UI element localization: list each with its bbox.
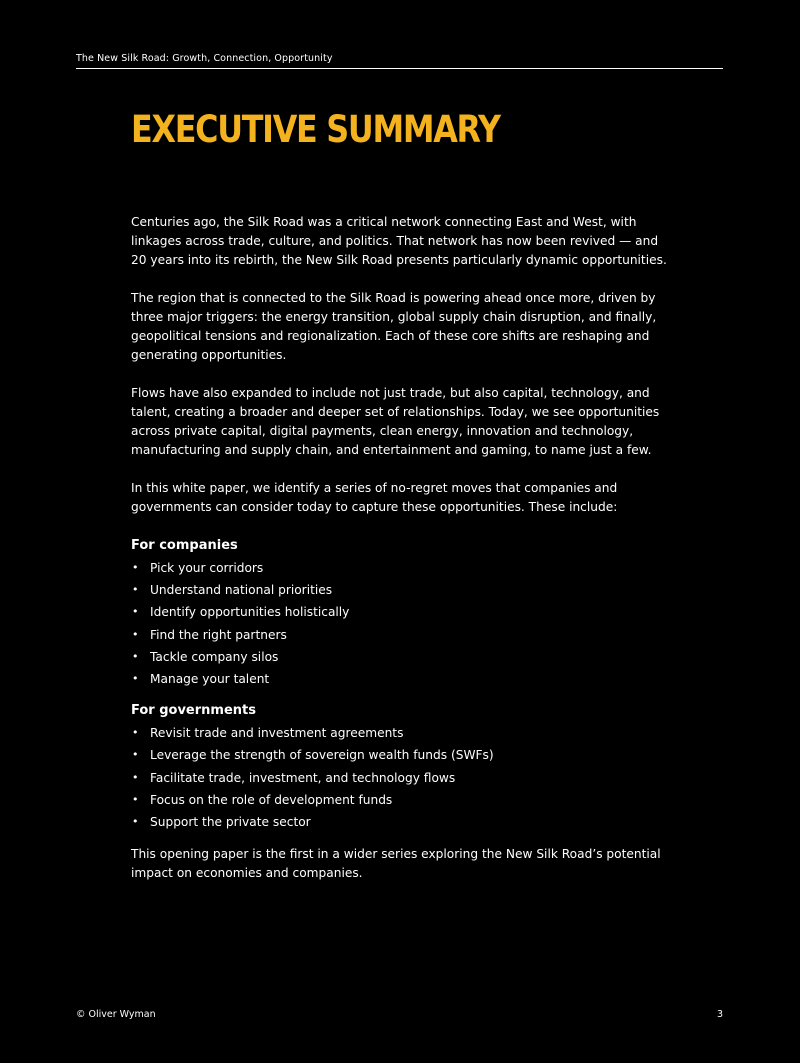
header-divider [76, 68, 723, 69]
list-item: • Facilitate trade, investment, and technology flows [131, 767, 676, 789]
list-item: • Manage your talent [131, 668, 676, 690]
list-item: • Focus on the role of development funds [131, 789, 676, 811]
list-item: • Leverage the strength of sovereign wealth funds (SWFs) [131, 744, 676, 766]
footer-copyright: © Oliver Wyman [76, 1009, 156, 1020]
list-item: • Understand national priorities [131, 579, 676, 601]
companies-heading: For companies [131, 538, 238, 553]
list-item: • Find the right partners [131, 624, 676, 646]
body-content [131, 213, 676, 902]
page-title: EXECUTIVE SUMMARY [131, 108, 500, 151]
list-item: • Revisit trade and investment agreements [131, 722, 676, 744]
governments-list [131, 722, 676, 833]
closing-paragraph: This opening paper is the first in a wider series exploring the New Silk Road’s potential impact on economies and companies. [131, 847, 661, 881]
list-item: • Support the private sector [131, 811, 676, 833]
list-item: • Identify opportunities holistically [131, 601, 676, 623]
flows-paragraph: Flows have also expanded to include not just trade, but also capital, technology, and talent, creating a broader and deeper set of relationships. Today, we see opportunities across private capital, digital payments, clean energy, innovation and technology, manufacturing and supply chain, and entertainment and gaming, to name just a few. [131, 386, 660, 457]
page-number: 3 [716, 1009, 723, 1020]
governments-heading: For governments [131, 703, 256, 719]
running-header: The New Silk Road: Growth, Connection, Opportunity [76, 53, 333, 64]
moves-paragraph: In this white paper, we identify a series of no-regret moves that companies and governments can consider today to capture these opportunities. These include: [131, 481, 618, 514]
intro-paragraph: Centuries ago, the Silk Road was a critical network connecting East and West, with linkages across trade, culture, and politics. That network has now been revived — and 20 years into its rebirth, the New Silk Road presents particularly dynamic opportunities. [131, 215, 667, 267]
triggers-paragraph: The region that is connected to the Silk Road is powering ahead once more, driven by three major triggers: the energy transition, global supply chain disruption, and finally, geopolitical tensions and regionalization. Each of these core shifts are reshaping and generating opportunities. [131, 291, 657, 362]
list-item: • Pick your corridors [131, 557, 676, 579]
companies-list [131, 557, 676, 690]
list-item: • Tackle company silos [131, 646, 676, 668]
